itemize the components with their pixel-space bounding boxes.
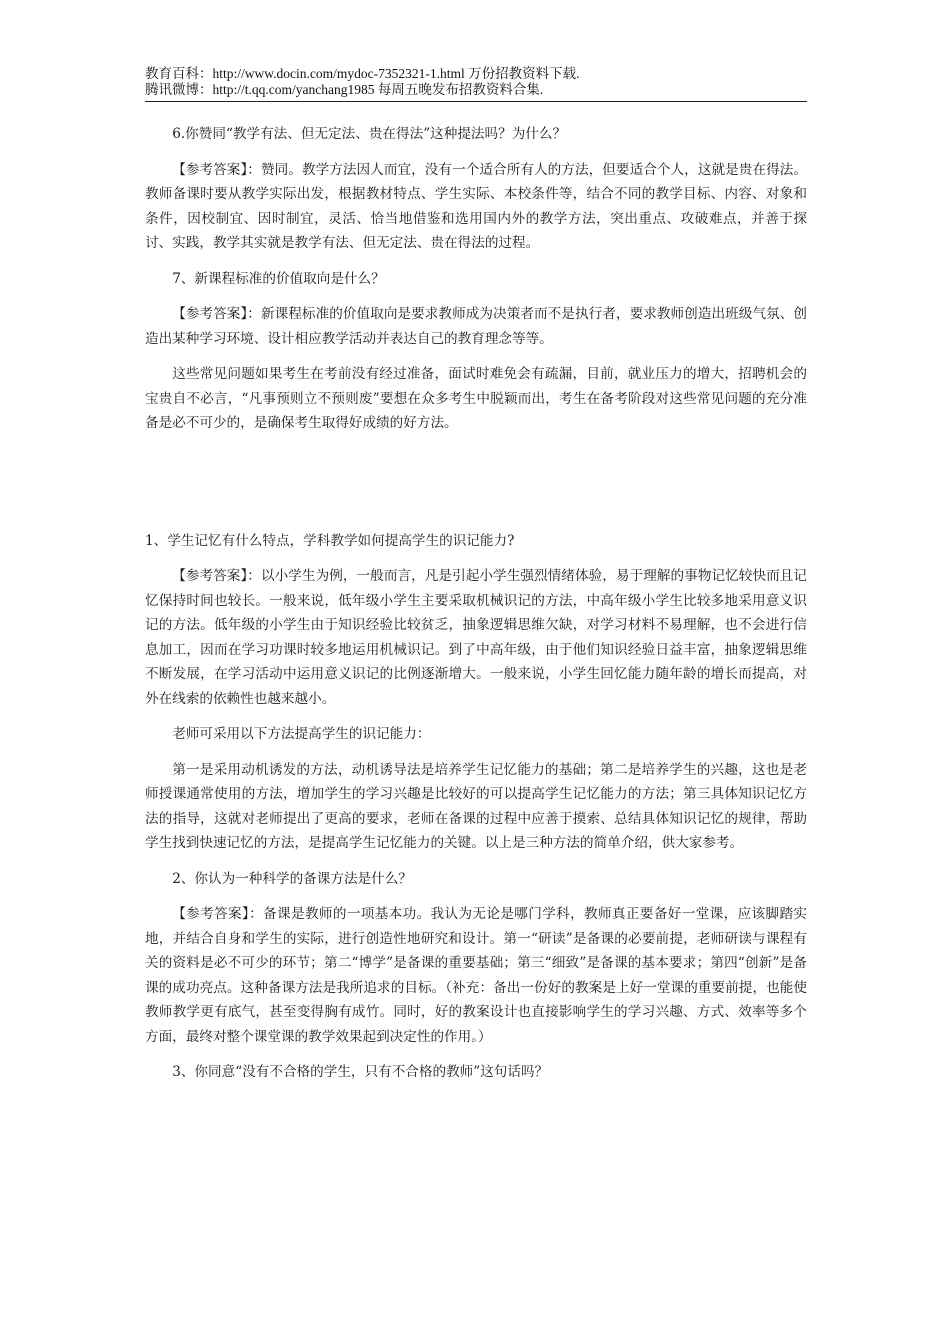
answer-7: 【参考答案】：新课程标准的价值取向是要求教师成为决策者而不是执行者，要求教师创造出班级气氛、创造出某种学习环境、设计相应教学活动并表达自己的教育理念等等。 — [145, 306, 807, 347]
document-header — [145, 66, 807, 98]
methods-paragraph: 第一是采用动机诱发的方法，动机诱导法是培养学生记忆能力的基础；第二是培养学生的兴趣，这也是老师授课通常使用的方法，增加学生的学习兴趣是比较好的可以提高学生记忆能力的方法；第三具体知识记忆方法的指导，这就对老师提出了更高的要求，老师在备课的过程中应善于摸索、总结具体知识记忆的规律，帮助学生找到快速记忆的方法，是提高学生记忆能力的关键。以上是三种方法的简单介绍，供大家参考。 — [145, 761, 807, 851]
answer-6: 【参考答案】：赞同。教学方法因人而宜，没有一个适合所有人的方法，但要适合个人，这就是贵在得法。教师备课时要从教学实际出发，根据教材特点、学生实际、本校条件等，结合不同的教学目标、内容、对象和条件，因校制宜、因时制宜，灵活、恰当地借鉴和选用国内外的教学方法，突出重点、攻破难点，并善于探讨、实践，教学其实就是教学有法、但无定法、贵在得法的过程。 — [145, 161, 807, 251]
answer-2: 【参考答案】：备课是教师的一项基本功。我认为无论是哪门学科，教师真正要备好一堂课，应该脚踏实地，并结合自身和学生的实际，进行创造性地研究和设计。第一“研读”是备课的必要前提，老师研读与课程有关的资料是必不可少的环节；第二“博学”是备课的重要基础；第三“细致”是备课的基本要求；第四“创新”是备课的成功亮点。这种备课方法是我所追求的目标。（补充：备出一份好的教案是上好一堂课的重要前提，也能使教师教学更有底气，甚至变得胸有成竹。同时，好的教案设计也直接影响学生的学习兴趣、方式、效率等多个方面，最终对整个课堂课的教学效果起到决定性的作用。） — [145, 906, 807, 1045]
question-1: 1、学生记忆有什么特点，学科教学如何提高学生的识记能力? — [145, 532, 515, 549]
question-3: 3、你同意“没有不合格的学生，只有不合格的教师”这句话吗？ — [172, 1064, 549, 1080]
header-divider — [145, 101, 807, 102]
question-6: 6.你赞同“教学有法、但无定法、贵在得法”这种提法吗？为什么？ — [172, 126, 567, 142]
header-line-weibo: 腾讯微博：http://t.qq.com/yanchang1985 每周五晚发布招教资料合集. — [145, 82, 544, 97]
methods-intro: 老师可采用以下方法提高学生的识记能力： — [172, 726, 431, 742]
question-2: 2、你认为一种科学的备课方法是什么？ — [172, 870, 412, 887]
header-line-docin: 教育百科：http://www.docin.com/mydoc-7352321-1.html 万份招教资料下载. — [145, 66, 580, 81]
closing-paragraph: 这些常见问题如果考生在考前没有经过准备，面试时难免会有疏漏，目前，就业压力的增大，招聘机会的宝贵自不必言，“凡事预则立不预则废”要想在众多考生中脱颖而出，考生在备考阶段对这些常见问题的充分准备是必不可少的，是确保考生取得好成绩的好方法。 — [145, 366, 807, 431]
section-gap — [145, 447, 807, 529]
answer-1: 【参考答案】：以小学生为例，一般而言，凡是引起小学生强烈情绪体验，易于理解的事物记忆较快而且记忆保持时间也较长。一般来说，低年级小学生主要采取机械识记的方法，中高年级小学生比较多地采用意义识记的方法。低年级的小学生由于知识经验比较贫乏，抽象逻辑思维欠缺，对学习材料不易理解，也不会进行信息加工，因而在学习功课时较多地运用机械识记。到了中高年级，由于他们知识经验日益丰富，抽象逻辑思维不断发展，在学习活动中运用意义识记的比例逐渐增大。一般来说，小学生回忆能力随年龄的增长而提高，对外在线索的依赖性也越来越小。 — [145, 568, 807, 707]
question-7: 7、新课程标准的价值取向是什么？ — [172, 270, 385, 287]
document-body — [145, 122, 807, 1096]
